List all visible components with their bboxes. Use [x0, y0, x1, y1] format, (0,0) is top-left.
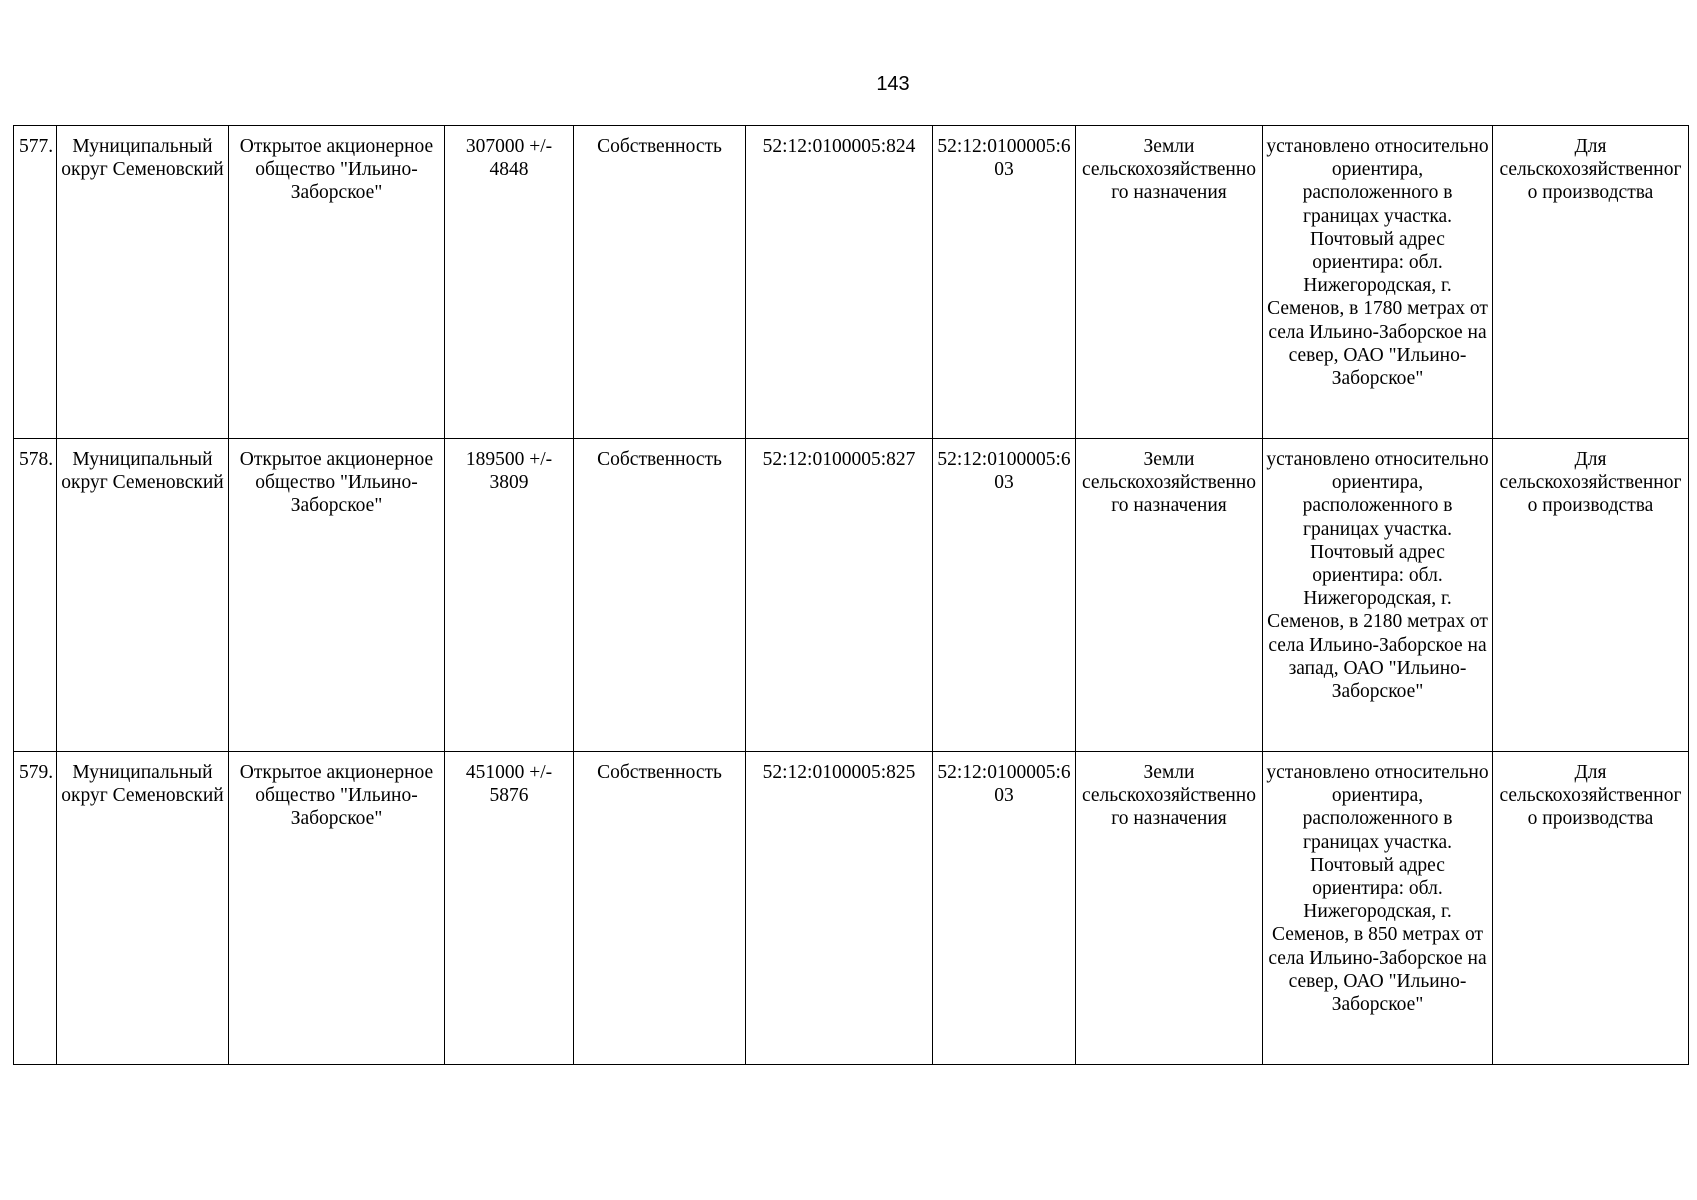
row-number: 578. — [14, 439, 57, 752]
land-category-cell: Земли сельскохозяйственного назначения — [1076, 439, 1263, 752]
area-cell: 451000 +/- 5876 — [445, 752, 574, 1065]
cadastral-number-cell: 52:12:0100005:827 — [746, 439, 933, 752]
land-category-cell: Земли сельскохозяйственного назначения — [1076, 752, 1263, 1065]
municipality-cell: Муниципальный округ Семеновский — [57, 439, 229, 752]
municipality-cell: Муниципальный округ Семеновский — [57, 752, 229, 1065]
right-type-cell: Собственность — [574, 126, 746, 439]
area-cell: 307000 +/- 4848 — [445, 126, 574, 439]
cadastral-number-cell: 52:12:0100005:825 — [746, 752, 933, 1065]
cadastral-number-cell: 52:12:0100005:824 — [746, 126, 933, 439]
permitted-use-cell: Для сельскохозяйственного производства — [1493, 126, 1689, 439]
land-category-cell: Земли сельскохозяйственного назначения — [1076, 126, 1263, 439]
area-cell: 189500 +/- 3809 — [445, 439, 574, 752]
right-type-cell: Собственность — [574, 439, 746, 752]
permitted-use-cell: Для сельскохозяйственного производства — [1493, 439, 1689, 752]
table-row — [14, 126, 1689, 439]
location-cell: установлено относительно ориентира, расположенного в границах участка. Почтовый адрес ориентира: обл. Нижегородская, г. Семенов, в 850 метрах от села Ильино-Заборское на север, ОАО "Ильино-Заборское" — [1263, 752, 1493, 1065]
parent-cadastral-cell: 52:12:0100005:603 — [933, 126, 1076, 439]
parent-cadastral-cell: 52:12:0100005:603 — [933, 439, 1076, 752]
location-cell: установлено относительно ориентира, расположенного в границах участка. Почтовый адрес ориентира: обл. Нижегородская, г. Семенов, в 1780 метрах от села Ильино-Заборское на север, ОАО "Ильино-Заборское" — [1263, 126, 1493, 439]
row-number: 579. — [14, 752, 57, 1065]
right-type-cell: Собственность — [574, 752, 746, 1065]
permitted-use-cell: Для сельскохозяйственного производства — [1493, 752, 1689, 1065]
parent-cadastral-cell: 52:12:0100005:603 — [933, 752, 1076, 1065]
row-number: 577. — [14, 126, 57, 439]
land-registry-table — [13, 125, 1689, 1065]
table-row — [14, 752, 1689, 1065]
location-cell: установлено относительно ориентира, расположенного в границах участка. Почтовый адрес ориентира: обл. Нижегородская, г. Семенов, в 2180 метрах от села Ильино-Заборское на запад, ОАО "Ильино-Заборское" — [1263, 439, 1493, 752]
owner-cell: Открытое акционерное общество "Ильино-Заборское" — [229, 126, 445, 439]
owner-cell: Открытое акционерное общество "Ильино-Заборское" — [229, 752, 445, 1065]
owner-cell: Открытое акционерное общество "Ильино-Заборское" — [229, 439, 445, 752]
table-row — [14, 439, 1689, 752]
municipality-cell: Муниципальный округ Семеновский — [57, 126, 229, 439]
page-number: 143 — [876, 73, 910, 95]
